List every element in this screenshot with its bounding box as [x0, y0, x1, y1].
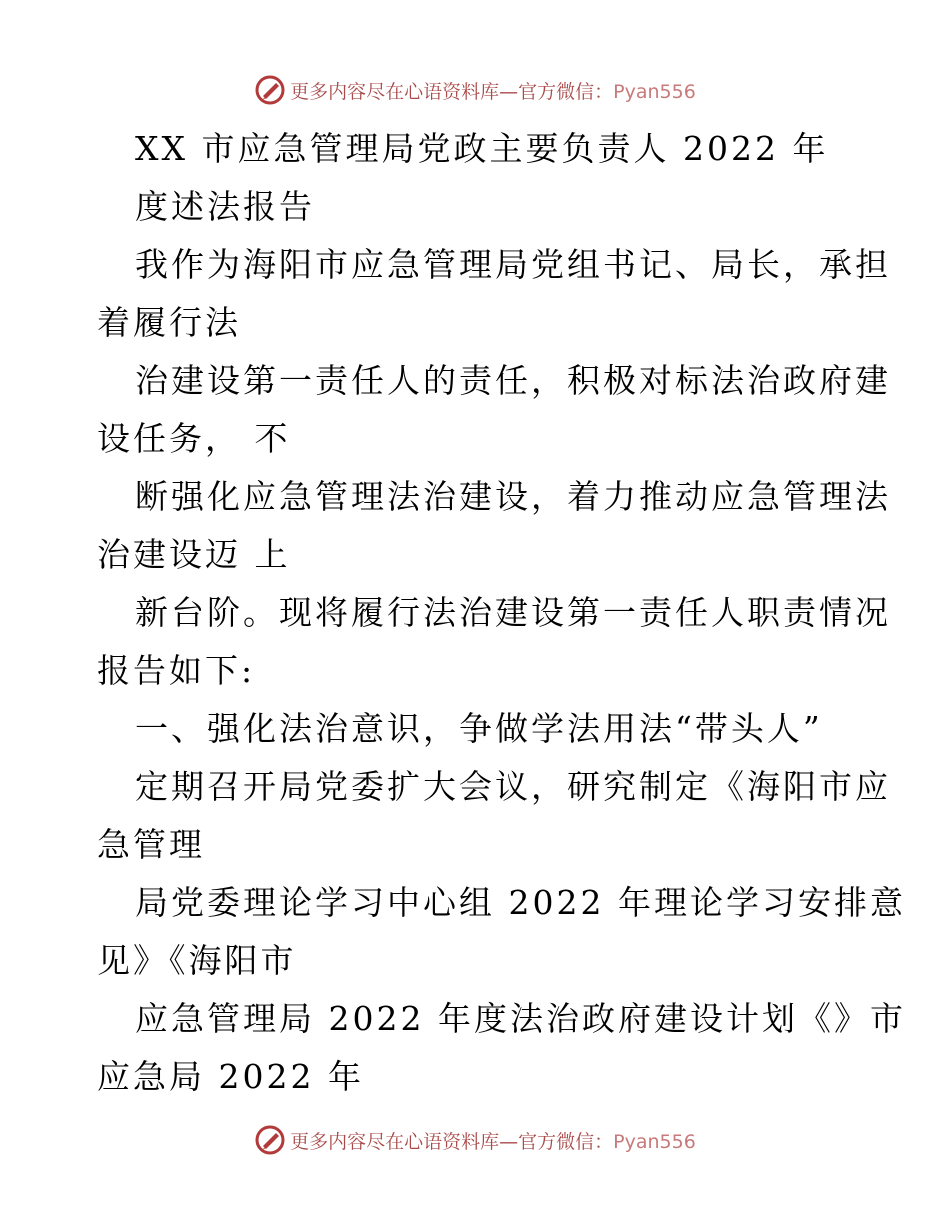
paragraph-line: 急管理 [97, 825, 205, 864]
paragraph-line: 设任务， 不 [97, 419, 291, 458]
footer-watermark-content [254, 1124, 696, 1156]
paragraph-line: 局党委理论学习中心组 2022 年理论学习安排意 [135, 883, 906, 922]
paragraph-line: 见》《海阳市 [97, 941, 297, 980]
paragraph-line: 定期召开局党委扩大会议，研究制定《海阳市应 [135, 767, 891, 806]
paragraph-line: 新台阶。现将履行法治建设第一责任人职责情况 [135, 593, 891, 632]
section-heading: 一、强化法治意识，争做学法用法“带头人” [135, 709, 823, 748]
paragraph-line: 治建设迈 上 [97, 535, 291, 574]
paragraph-line: 报告如下: [97, 651, 256, 690]
paragraph-line: 着履行法 [97, 303, 241, 342]
logo-icon [254, 74, 286, 106]
paragraph-line: 应急管理局 2022 年度法治政府建设计划《》市 [135, 999, 906, 1038]
paragraph-line: 我作为海阳市应急管理局党组书记、局长，承担 [135, 245, 891, 284]
header-watermark [0, 70, 950, 110]
title-line-1: XX 市应急管理局党政主要负责人 2022 年 [135, 129, 829, 168]
paragraph-line: 断强化应急管理法治建设，着力推动应急管理法 [135, 477, 891, 516]
header-watermark-content [254, 74, 696, 106]
paragraph-line: 应急局 2022 年 [97, 1057, 364, 1096]
header-watermark-text: 更多内容尽在心语资料库—官方微信：Pyan556 [290, 80, 696, 103]
paragraph-line: 治建设第一责任人的责任，积极对标法治政府建 [135, 361, 891, 400]
footer-watermark-text: 更多内容尽在心语资料库—官方微信：Pyan556 [290, 1130, 696, 1153]
title-line-2: 度述法报告 [135, 187, 315, 226]
logo-icon [254, 1124, 286, 1156]
footer-watermark [0, 1120, 950, 1160]
